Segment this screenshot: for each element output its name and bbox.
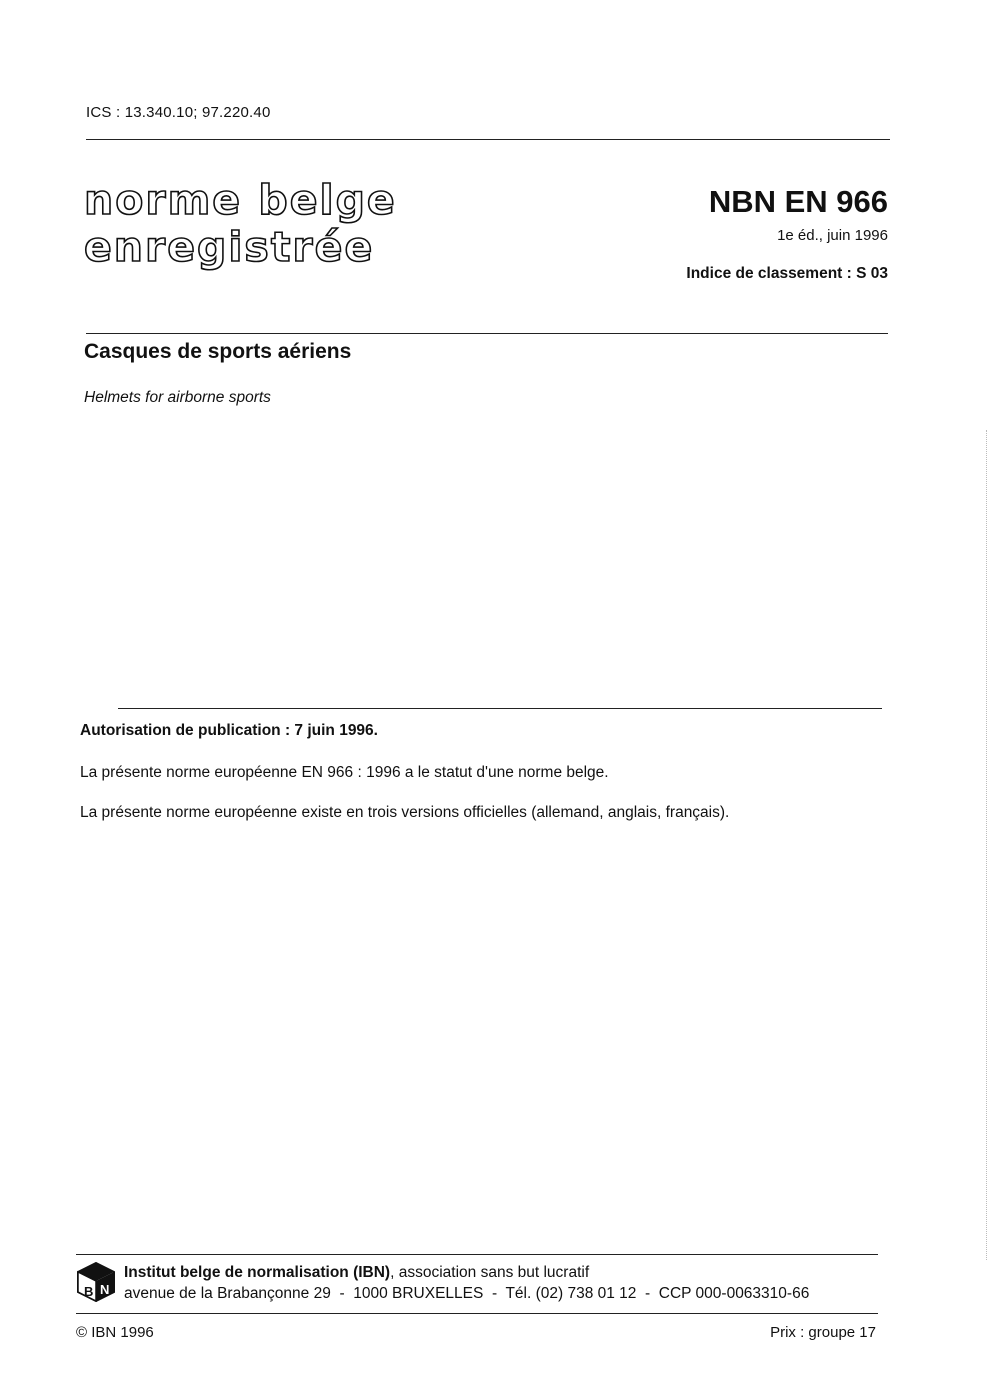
institute-name: Institut belge de normalisation (IBN) <box>124 1264 391 1281</box>
brand-line-2: enregistrée <box>84 223 375 271</box>
brand-line-1: norme belge <box>84 176 397 224</box>
copyright: © IBN 1996 <box>76 1324 154 1341</box>
classification-index: Indice de classement : S 03 <box>686 265 888 282</box>
status-paragraph: La présente norme européenne EN 966 : 1996 a le statut d'une norme belge. <box>80 764 609 781</box>
svg-text:B: B <box>84 1284 94 1299</box>
standard-number: NBN EN 966 <box>708 184 888 219</box>
svg-text:N: N <box>100 1282 110 1297</box>
institute-suffix: , association sans but lucratif <box>390 1264 590 1281</box>
edition-date: 1e éd., juin 1996 <box>777 227 888 244</box>
title-french: Casques de sports aériens <box>84 340 352 363</box>
institute-line <box>124 1264 589 1282</box>
publication-rule <box>118 708 882 709</box>
versions-paragraph: La présente norme européenne existe en trois versions officielles (allemand, anglais, français). <box>80 804 730 821</box>
ibn-logo-icon <box>76 1262 116 1302</box>
header-rule <box>86 139 890 140</box>
title-rule <box>86 333 888 334</box>
title-english: Helmets for airborne sports <box>84 389 271 406</box>
price-group: Prix : groupe 17 <box>770 1324 876 1341</box>
ics-code: ICS : 13.340.10; 97.220.40 <box>86 104 271 121</box>
scan-edge-marks <box>986 430 987 1260</box>
institute-address: avenue de la Brabançonne 29 - 1000 BRUXELLES - Tél. (02) 738 01 12 - CCP 000-0063310-66 <box>124 1285 810 1302</box>
bottom-rule <box>76 1313 878 1314</box>
authorisation-line: Autorisation de publication : 7 juin 1996. <box>80 722 378 739</box>
footer-rule <box>76 1254 878 1255</box>
